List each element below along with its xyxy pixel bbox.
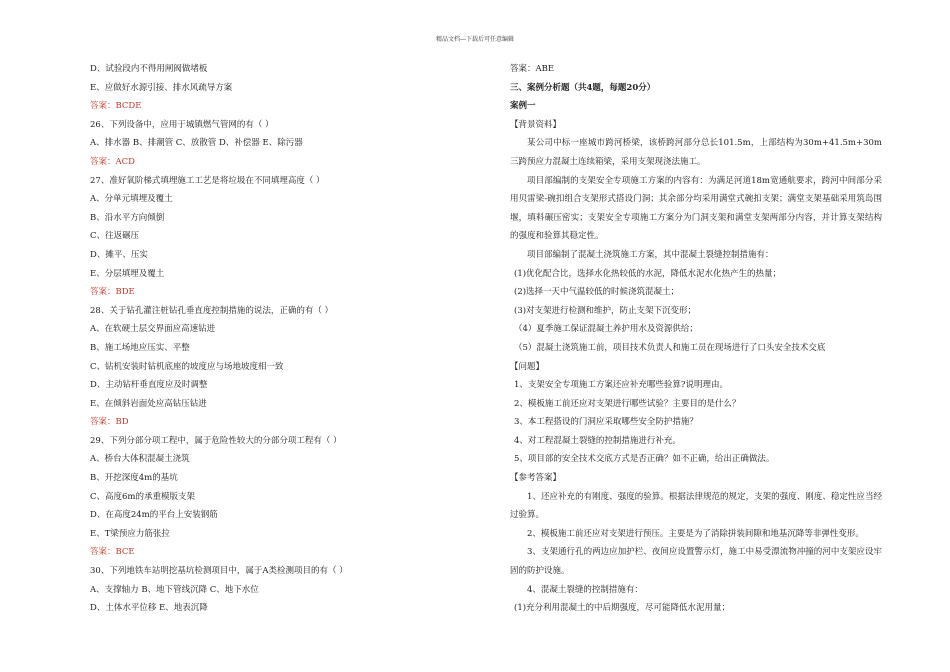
paragraph: 4、混凝土裂缝的控制措施有： — [527, 584, 643, 595]
text-line: C、钻机安装时钻机底座的坡度应与场地坡度相一致 — [90, 361, 284, 372]
list-item: 5、项目部的安全技术交底方式是否正确？如不正确，给出正确做法。 — [514, 454, 775, 465]
text-line: 29、下列分部分项工程中，属于危险性较大的分部分项工程有（ ） — [90, 435, 342, 446]
text-line: B、施工场地应压实、平整 — [90, 342, 190, 353]
text-line: 【参考答案】 — [510, 473, 562, 484]
list-item: （5）混凝土浇筑施工前，项目技术负责人和施工员在现场进行了口头安全技术交底 — [514, 342, 826, 353]
text-line: A、桥台大体积混凝土浇筑 — [90, 454, 190, 465]
paragraph: 项目部编制了混凝土浇筑施工方案，其中混凝土裂缝控制措施有： — [527, 249, 774, 260]
answer-line: 答案：BDE — [90, 287, 135, 298]
paragraph: 某公司中标一座城市跨河桥梁，该桥跨河部分总长101.5m，上部结构为30m+41.5m+30m三跨预应力混凝土连续箱梁，采用支架现浇法施工。 — [510, 138, 882, 167]
text-line: E、分层填埋及覆土 — [90, 268, 165, 279]
text-line: E、T梁预应力筋张拉 — [90, 528, 170, 539]
text-line: D、在高度24m的平台上安装钢筋 — [90, 510, 218, 521]
text-line: D、摊平、压实 — [90, 249, 148, 260]
text-line: A、在软硬土层交界面应高速钻进 — [90, 324, 216, 335]
list-item: (2)选择一天中气温较低的时候浇筑混凝土； — [514, 287, 680, 298]
text-line: 27、准好氧阶梯式填埋施工工艺是将垃圾在不同填埋高度（ ） — [90, 175, 325, 186]
answer-line: 答案：BCE — [90, 547, 135, 558]
paragraph: 3、支架通行孔的两边应加护栏、夜间应设置警示灯，施工中易受漂流物冲撞的河中支架应设牢固的防护设施。 — [510, 547, 882, 577]
text-line: C、高度6m的承重模版支架 — [90, 491, 195, 502]
list-item: (1)优化配合比，选择水化热较低的水泥，降低水泥水化热产生的热量； — [514, 268, 782, 279]
section-heading: 三、案例分析题（共4题，每题20分） — [510, 82, 656, 93]
paragraph: 项目部编制的支架安全专项施工方案的内容有：为满足河道18m宽通航要求，跨河中间部分采用贝雷梁-碗扣组合支架形式搭设门洞；其余部分均采用满堂式碗扣支架；满堂支架基础采用筑岛围堰，填料碾压密实；支架安全专项施工方案分为门洞支架和满堂支架两部分内容，并计算支架结构的强度和验算其稳定性。 — [510, 175, 882, 242]
text-line: B、沿水平方向倾倒 — [90, 212, 165, 223]
text-line: C、往返碾压 — [90, 231, 140, 242]
list-item: (3)对支架进行检测和维护，防止支架下沉变形； — [514, 305, 697, 316]
text-line: A、分单元填埋及覆土 — [90, 194, 173, 205]
text-line: 答案：ABE — [510, 64, 555, 74]
list-item: （4）夏季施工保证混凝土养护用水及资源供给； — [514, 324, 698, 335]
answer-line: 答案：BCDE — [90, 101, 142, 112]
answer-line: 答案：BD — [90, 417, 129, 428]
text-line: D、试验段内不得用闸阀做堵板 — [90, 64, 208, 74]
text-line: D、主动钻杆垂直度应及时调整 — [90, 380, 208, 391]
list-item: (1)充分利用混凝土的中后期强度，尽可能降低水泥用量； — [514, 603, 731, 614]
list-item: 3、本工程搭设的门洞应采取哪些安全防护措施？ — [514, 417, 698, 428]
right-column — [510, 60, 882, 618]
text-line: A、排水器 B、排潮管 C、放散管 D、补偿器 E、除污器 — [90, 138, 303, 149]
text-line: B、开挖深度4m的基坑 — [90, 473, 178, 484]
list-item: 1、支架安全专项施工方案还应补充哪些验算?说明理由。 — [514, 380, 728, 391]
text-line: 30、下列地铁车站明挖基坑检测项目中，属于A类检测项目的有（ ） — [90, 566, 348, 577]
list-item: 2、模板施工前还应对支架进行哪些试验？主要目的是什么？ — [514, 398, 741, 409]
text-line: 【背景资料】 — [510, 119, 562, 130]
text-line: D、土体水平位移 E、地表沉降 — [90, 603, 208, 614]
text-line: E、在倾斜岩面处应高钻压钻进 — [90, 398, 207, 409]
section-heading: 案例一 — [510, 101, 536, 112]
text-line: A、支撑轴力 B、地下管线沉降 C、地下水位 — [90, 584, 259, 595]
answer-line: 答案：ACD — [90, 156, 135, 167]
text-line: E、应做好水源引接、排水风疏导方案 — [90, 82, 233, 93]
text-line: 28、关于钻孔灌注桩钻孔垂直度控制措施的说法，正确的有（ ） — [90, 305, 334, 316]
list-item: 4、对工程混凝土裂缝的控制措施进行补充。 — [514, 435, 681, 446]
paragraph: 1、还应补充的有刚度、强度的验算。根据法律规范的规定，支架的强度、刚度、稳定性应当经过验算。 — [510, 491, 882, 521]
text-line: 【问题】 — [510, 361, 545, 372]
text-line: 26、下列设备中，应用于城镇燃气管网的有（ ） — [90, 119, 274, 130]
paragraph: 2、模板施工前还应对支架进行预压。主要是为了消除拼装间隙和地基沉降等非弹性变形。 — [527, 528, 864, 539]
page-header: 精品文档---下载后可任意编辑 — [435, 36, 515, 43]
left-column — [90, 60, 490, 618]
